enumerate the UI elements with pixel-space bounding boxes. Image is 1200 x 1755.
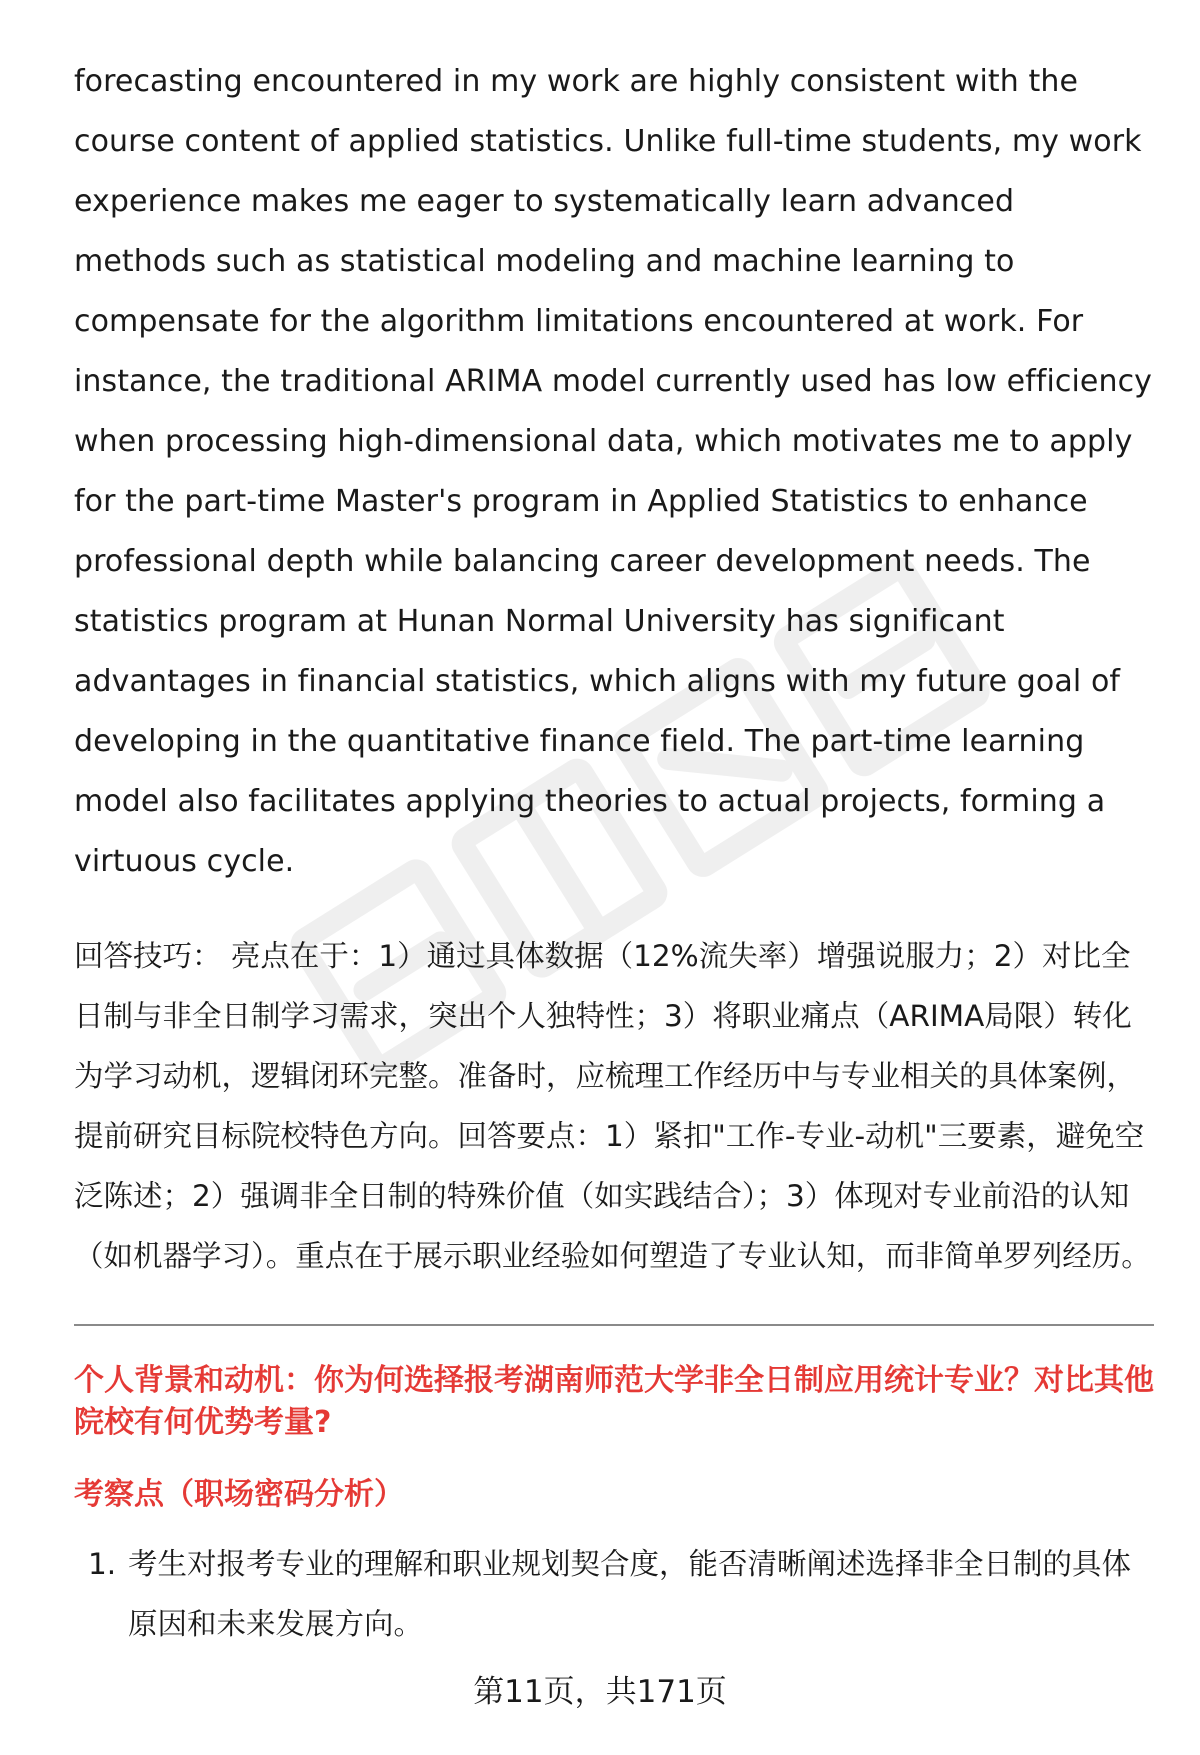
list-item bbox=[74, 1534, 1154, 1654]
page-number-footer: 第11页，共171页 bbox=[473, 1674, 727, 1710]
interview-question-heading: 个人背景和动机：你为何选择报考湖南师范大学非全日制应用统计专业？对比其他院校有何优势考量? bbox=[74, 1363, 1154, 1440]
list-item-text: 考生对报考专业的理解和职业规划契合度，能否清晰阐述选择非全日制的具体原因和未来发展方向。 bbox=[128, 1547, 1132, 1641]
assessment-points-list bbox=[74, 1534, 1154, 1654]
section-divider bbox=[74, 1324, 1154, 1326]
assessment-points-heading: 考察点（职场密码分析） bbox=[74, 1477, 404, 1512]
document-page bbox=[74, 52, 1154, 1654]
answer-tips-paragraph: 回答技巧： 亮点在于：1）通过具体数据（12%流失率）增强说服力；2）对比全日制与非全日制学习需求，突出个人独特性；3）将职业痛点（ARIMA局限）转化为学习动机，逻辑闭环完整。准备时，应梳理工作经历中与专业相关的具体案例，提前研究目标院校特色方向。回答要点：1）紧扣"工作-专业-动机"三要素，避免空泛陈述；2）强调非全日制的特殊价值（如实践结合）；3）体现对专业前沿的认知（如机器学习）。重点在于展示职业经验如何塑造了专业认知，而非简单罗列经历。 bbox=[74, 939, 1151, 1273]
list-item-number: 1. bbox=[88, 1547, 117, 1581]
english-answer-paragraph: forecasting encountered in my work are highly consistent with the course content of applied statistics. Unlike full-time students, my work experience makes me eager to systematically learn advanced methods such as statistical modeling and machine learning to compensate for the algorithm limitations encountered at work. For instance, the traditional ARIMA model currently used has low efficiency when processing high-dimensional data, which motivates me to apply for the part-time Master's program in Applied Statistics to enhance professional depth while balancing career development needs. The statistics program at Hunan Normal University has significant advantages in financial statistics, which aligns with my future goal of developing in the quantitative finance field. The part-time learning model also facilitates applying theories to actual projects, forming a virtuous cycle. bbox=[74, 64, 1153, 879]
